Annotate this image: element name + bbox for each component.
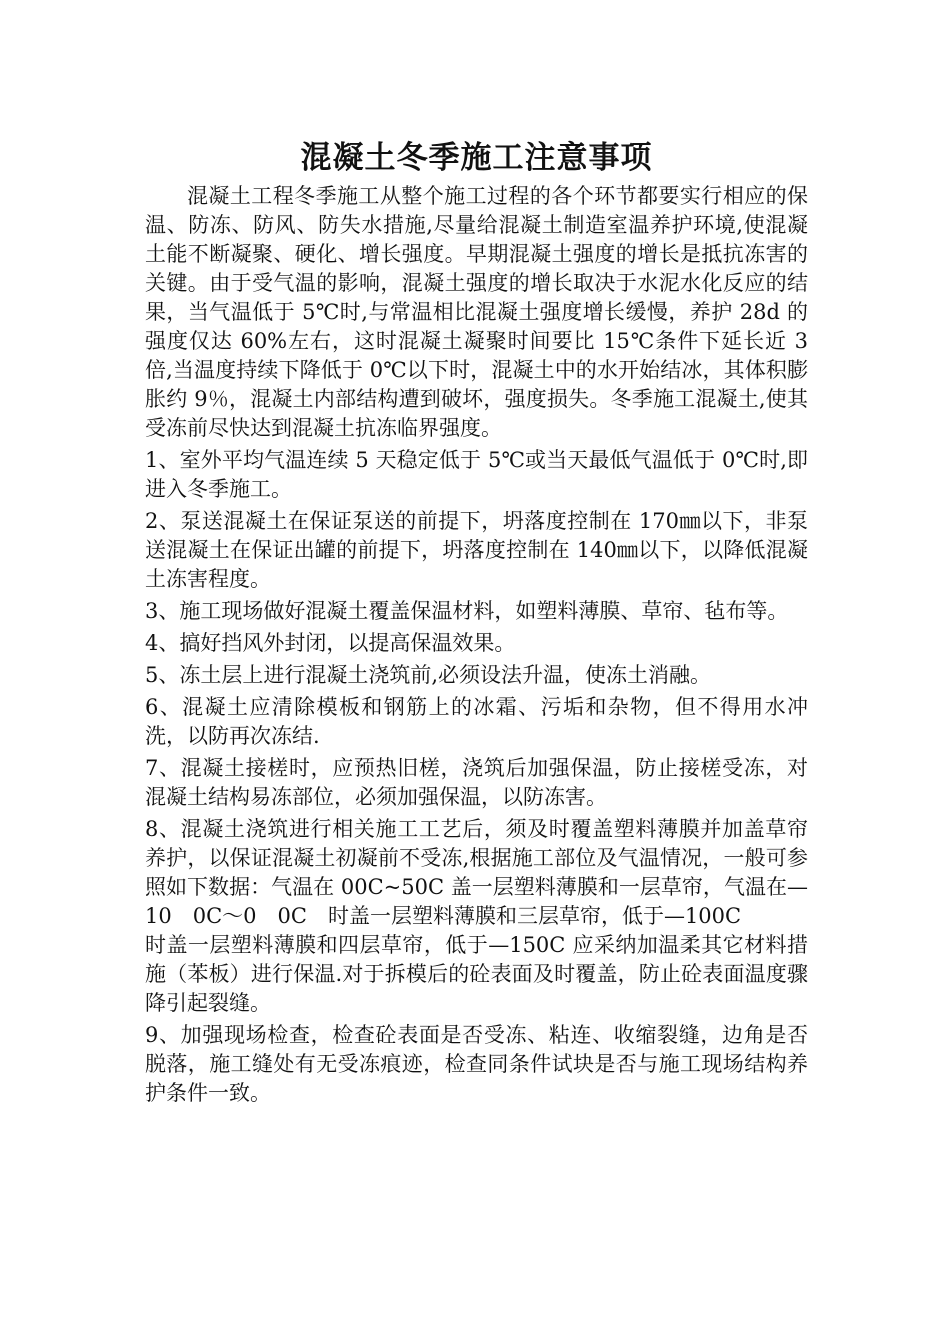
item-7: 7、混凝土接槎时，应预热旧槎，浇筑后加强保温，防止接槎受冻，对混凝土结构易冻部位，必须加强保温，以防冻害。	[145, 756, 808, 809]
item-4: 4、搞好挡风外封闭，以提高保温效果。	[145, 631, 516, 655]
item-8: 8、混凝土浇筑进行相关施工工艺后，须及时覆盖塑料薄膜并加盖草帘养护，以保证混凝土初凝前不受冻,根据施工部位及气温情况，一般可参照如下数据：气温在 00C~50C 盖一层塑料薄膜和一层草帘，气温在—10 0C～0 0C 时盖一层塑料薄膜和三层草帘，低于—100C	[145, 817, 808, 928]
item-9: 9、加强现场检查，检查砼表面是否受冻、粘连、收缩裂缝，边角是否脱落，施工缝处有无受冻痕迹，检查同条件试块是否与施工现场结构养护条件一致。	[145, 1023, 808, 1105]
document-page	[145, 138, 808, 1108]
item-1: 1、室外平均气温连续 5 天稳定低于 5℃或当天最低气温低于 0℃时,即进入冬季施工。	[145, 448, 808, 501]
item-5: 5、冻土层上进行混凝土浇筑前,必须设法升温，使冻土消融。	[145, 663, 712, 687]
item-3: 3、施工现场做好混凝土覆盖保温材料，如塑料薄膜、草帘、毡布等。	[145, 599, 789, 623]
item-8-continuation: 时盖一层塑料薄膜和四层草帘，低于—150C 应采纳加温柔其它材料措施（苯板）进行保温.对于拆模后的砼表面及时覆盖，防止砼表面温度骤降引起裂缝。	[145, 933, 808, 1015]
document-title: 混凝土冬季施工注意事项	[300, 140, 653, 176]
intro-paragraph: 混凝土工程冬季施工从整个施工过程的各个环节都要实行相应的保温、防冻、防风、防失水措施,尽量给混凝土制造室温养护环境,使混凝土能不断凝聚、硬化、增长强度。早期混凝土强度的增长是抵抗冻害的关键。由于受气温的影响，混凝土强度的增长取决于水泥水化反应的结果，当气温低于 5℃时,与常温相比混凝土强度增长缓慢，养护 28d 的强度仅达 60%左右，这时混凝土凝聚时间要比 15℃条件下延长近 3 倍,当温度持续下降低于 0℃以下时，混凝土中的水开始结冰，其体积膨胀约 9％，混凝土内部结构遭到破坏，强度损失。冬季施工混凝土,使其受冻前尽快达到混凝土抗冻临界强度。	[145, 184, 808, 440]
item-6: 6、混凝土应清除模板和钢筋上的冰霜、污垢和杂物，但不得用水冲洗，以防再次冻结.	[145, 695, 808, 748]
item-2: 2、泵送混凝土在保证泵送的前提下，坍落度控制在 170㎜以下，非泵送混凝土在保证出罐的前提下，坍落度控制在 140㎜以下，以降低混凝土冻害程度。	[145, 509, 808, 591]
